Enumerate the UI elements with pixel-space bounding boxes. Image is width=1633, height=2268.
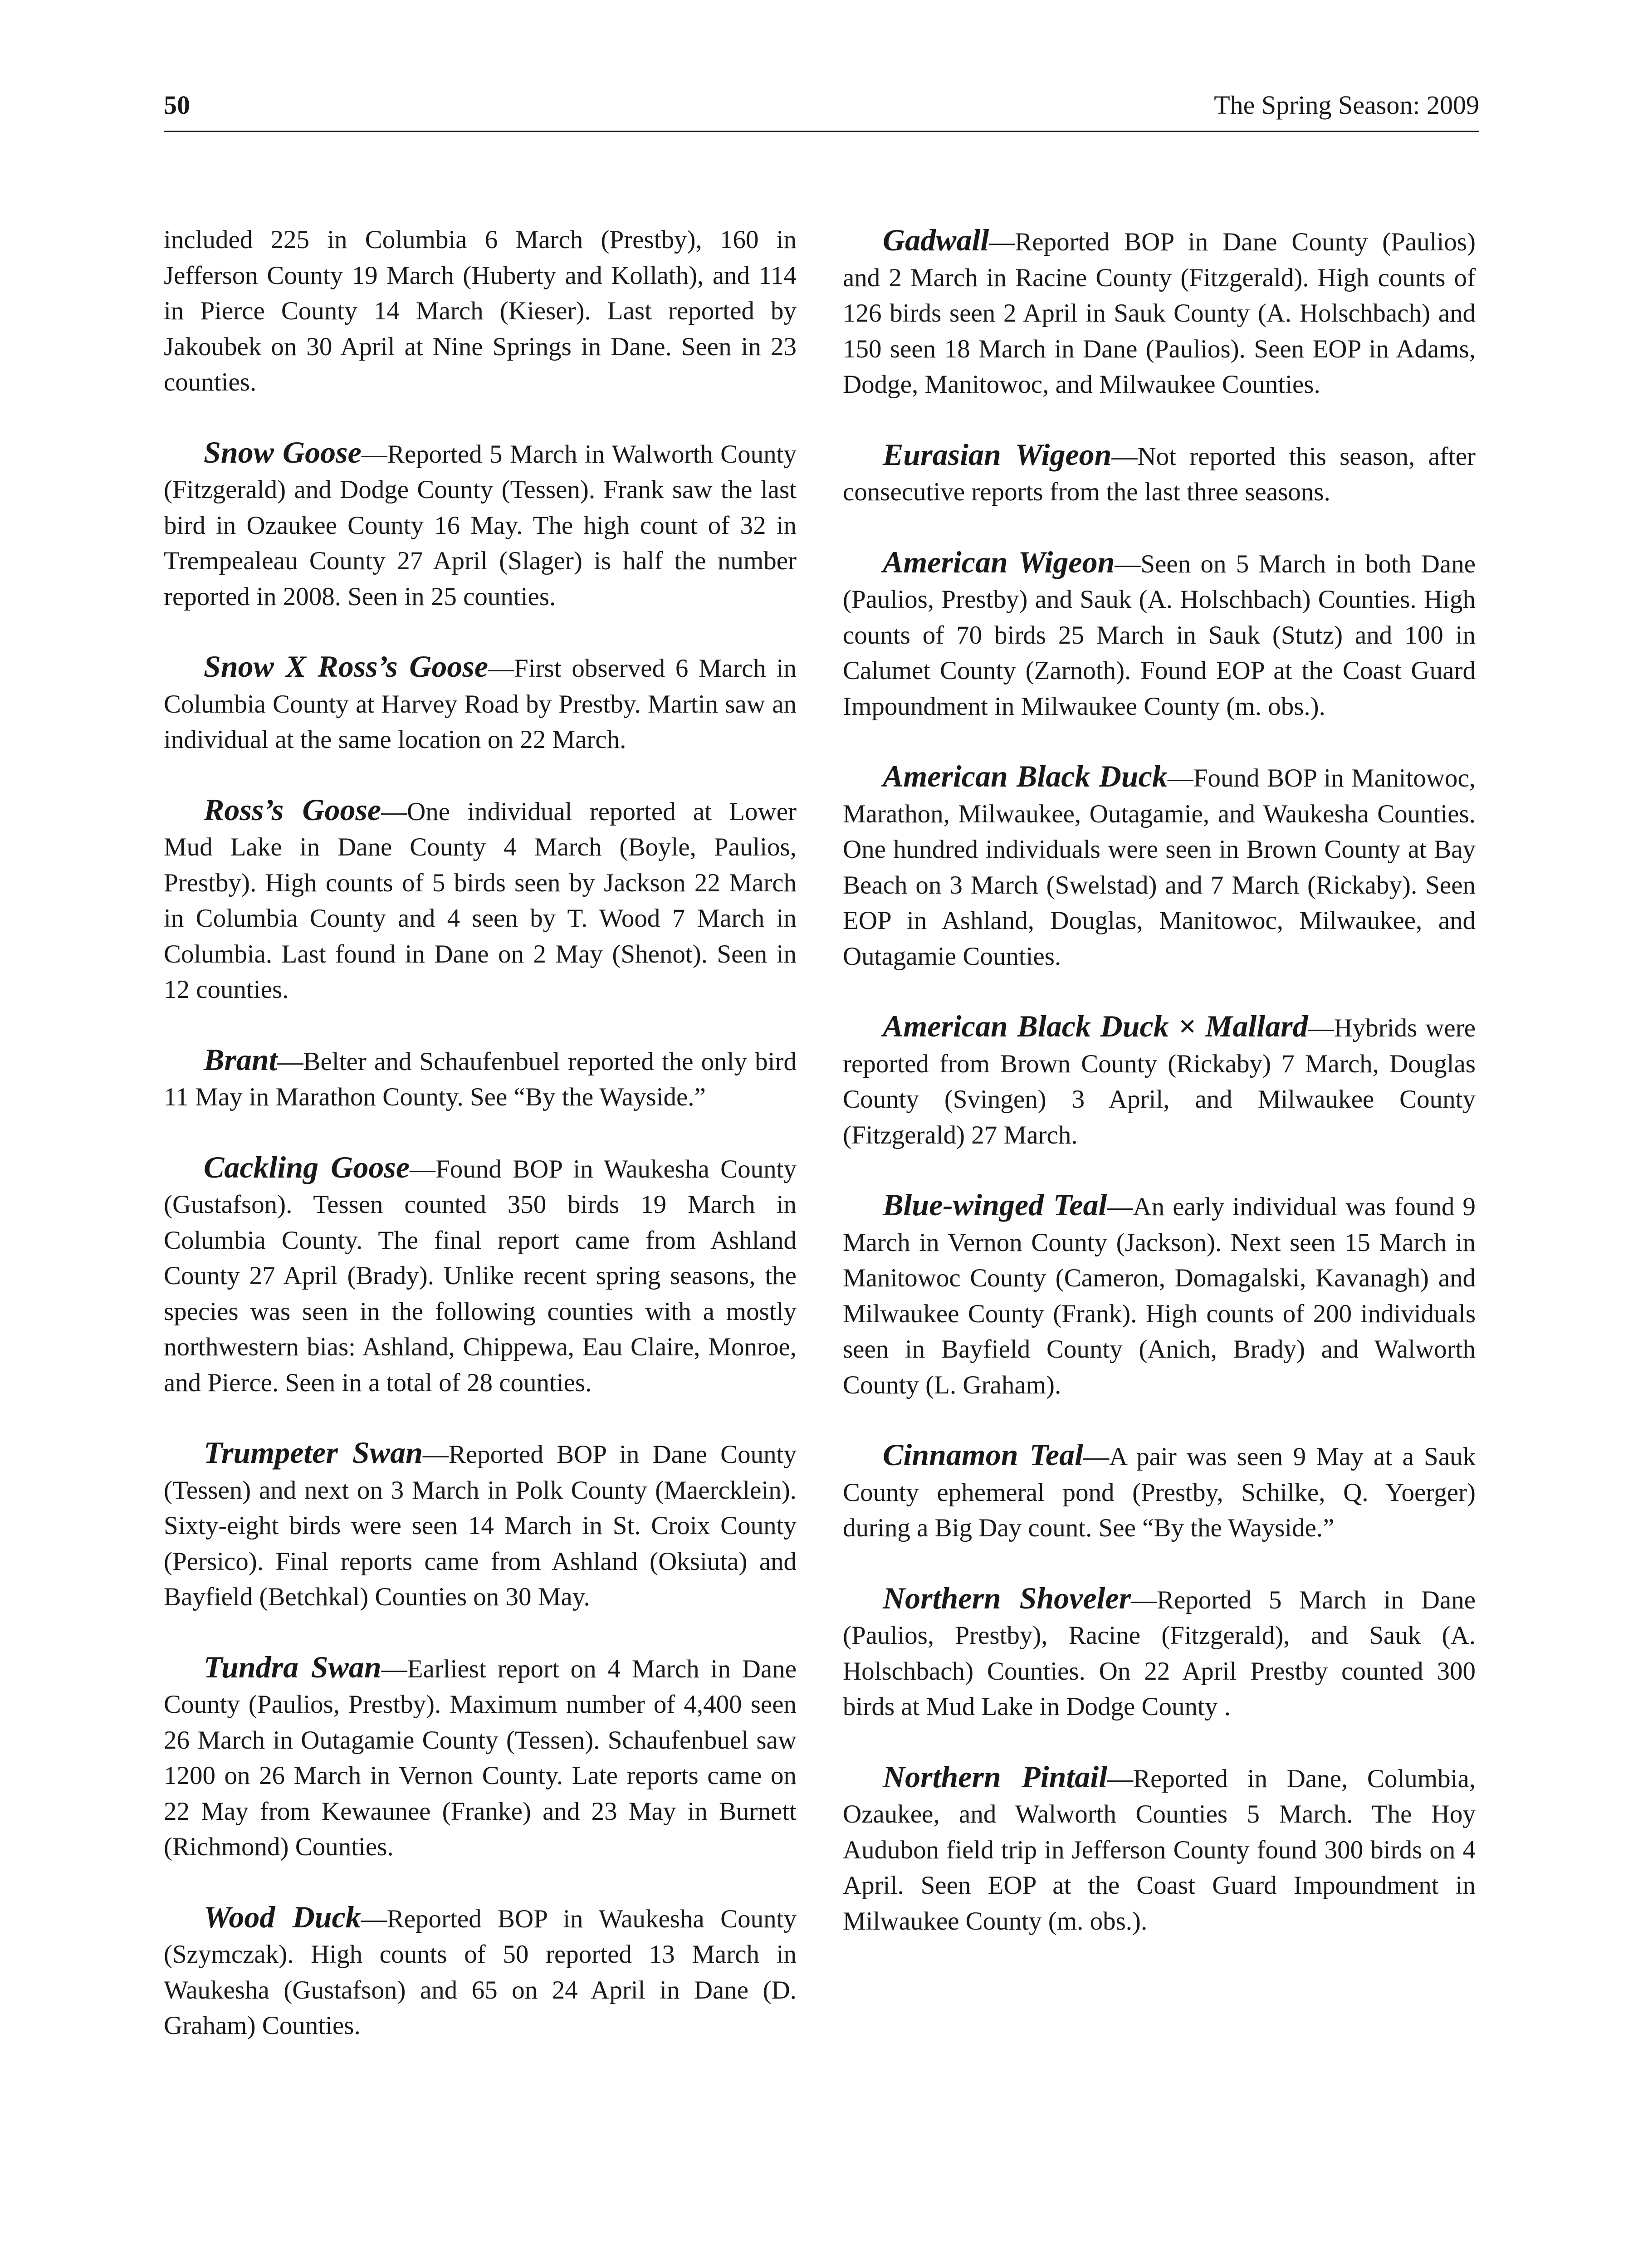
- separator: —: [1308, 1014, 1334, 1042]
- separator: —: [361, 1904, 387, 1933]
- separator: —: [361, 440, 387, 469]
- species-name: American Black Duck: [883, 759, 1168, 793]
- separator: —: [1115, 549, 1141, 578]
- species-entry-ross-goose: [164, 792, 797, 1008]
- species-text: Reported 5 March in Dane (Paulios, Prestby), Racine (Fitzgerald), and Sauk (A. Holschbach) Counties. On 22 April Prestby counted 300 birds at Mud Lake in Dodge County .: [843, 1585, 1476, 1721]
- species-text: Reported BOP in Dane County (Tessen) and next on 3 March in Polk County (Maercklein). Sixty-eight birds were seen 14 March in St. Croix County (Persico). Final reports came from Ashland (Oksiuta) and Bayfield (Betchkal) Counties on 30 May.: [164, 1440, 797, 1611]
- page-header: [164, 90, 1479, 132]
- species-text: Found BOP in Manitowoc, Marathon, Milwaukee, Outagamie, and Waukesha Counties. One hundred individuals were seen in Brown County at Bay Beach on 3 March (Swelstad) and 7 March (Rickaby). Seen EOP in Ashland, Douglas, Manitowoc, Milwaukee, and Outagamie Counties.: [843, 764, 1476, 971]
- species-entry-tundra-swan: [164, 1649, 797, 1865]
- continued-paragraph: included 225 in Columbia 6 March (Prestby), 160 in Jefferson County 19 March (Huberty and Kollath), and 114 in Pierce County 14 March (Kieser). Last reported by Jakoubek on 30 April at Nine Springs in Dane. Seen in 23 counties.: [164, 225, 797, 396]
- species-text: First observed 6 March in Columbia County at Harvey Road by Prestby. Martin saw an individual at the same location on 22 March.: [164, 654, 797, 754]
- species-text: Found BOP in Waukesha County (Gustafson). Tessen counted 350 birds 19 March in Columbia County. The final report came from Ashland County 27 April (Brady). Unlike recent spring seasons, the species was seen in the following counties with a mostly northwestern bias: Ashland, Chippewa, Eau Claire, Monroe, and Pierce. Seen in a total of 28 counties.: [164, 1154, 797, 1397]
- species-name: Eurasian Wigeon: [883, 437, 1112, 472]
- species-entry-american-black-duck: [843, 758, 1476, 974]
- species-text: Reported 5 March in Walworth County (Fitzgerald) and Dodge County (Tessen). Frank saw the last bird in Ozaukee County 16 May. The high count of 32 in Trempealeau County 27 April (Slager) is half the number reported in 2008. Seen in 25 counties.: [164, 440, 797, 611]
- species-entry-wood-duck: [164, 1899, 797, 2044]
- species-name: American Black Duck × Mallard: [883, 1009, 1308, 1043]
- species-entry-northern-pintail: [843, 1759, 1476, 1940]
- species-name: Blue-winged Teal: [883, 1188, 1107, 1222]
- species-entry-american-wigeon: [843, 544, 1476, 725]
- separator: —: [1107, 1193, 1133, 1221]
- separator: —: [277, 1047, 303, 1076]
- species-name: Snow Goose: [204, 435, 362, 469]
- species-name: Cinnamon Teal: [883, 1437, 1083, 1472]
- separator: —: [488, 654, 514, 683]
- separator: —: [1107, 1764, 1134, 1793]
- species-entry-gadwall: [843, 222, 1476, 403]
- species-text: One individual reported at Lower Mud Lake in Dane County 4 March (Boyle, Paulios, Prestby). High counts of 5 birds seen by Jackson 22 March in Columbia County and 4 seen by T. Wood 7 March in Columbia. Last found in Dane on 2 May (Shenot). Seen in 12 counties.: [164, 797, 797, 1004]
- separator: —: [1111, 442, 1138, 471]
- species-name: Trumpeter Swan: [204, 1435, 423, 1470]
- page-number: 50: [164, 90, 190, 120]
- species-text: Hybrids were reported from Brown County (Rickaby) 7 March, Douglas County (Svingen) 3 April, and Milwaukee County (Fitzgerald) 27 March.: [843, 1014, 1476, 1149]
- separator: —: [1083, 1442, 1109, 1471]
- species-name: Ross’s Goose: [204, 792, 381, 827]
- species-text: Reported BOP in Dane County (Paulios) and 2 March in Racine County (Fitzgerald). High counts of 126 birds seen 2 April in Sauk County (A. Holschbach) and 150 seen 18 March in Dane (Paulios). Seen EOP in Adams, Dodge, Manitowoc, and Milwaukee Counties.: [843, 228, 1476, 399]
- species-entry-cinnamon-teal: [843, 1437, 1476, 1546]
- species-entry-northern-shoveler: [843, 1580, 1476, 1725]
- species-name: Tundra Swan: [204, 1649, 381, 1684]
- separator: —: [989, 228, 1015, 256]
- species-text: Not reported this season, after consecutive reports from the last three seasons.: [843, 442, 1476, 506]
- separator: —: [381, 797, 407, 826]
- species-entry-brant: [164, 1042, 797, 1115]
- species-name: Gadwall: [883, 223, 989, 257]
- species-text: Reported in Dane, Columbia, Ozaukee, and Walworth Counties 5 March. The Hoy Audubon field trip in Jefferson County found 300 birds on 4 April. Seen EOP at the Coast Guard Impoundment in Milwaukee County (m. obs.).: [843, 1764, 1476, 1936]
- species-text: Reported BOP in Waukesha County (Szymczak). High counts of 50 reported 13 March in Waukesha (Gustafson) and 65 on 24 April in Dane (D. Graham) Counties.: [164, 1904, 797, 2040]
- species-name: Northern Pintail: [883, 1759, 1108, 1794]
- species-entry-snow-x-ross-goose: [164, 649, 797, 758]
- species-entry-eurasian-wigeon: [843, 437, 1476, 510]
- species-name: Wood Duck: [204, 1899, 361, 1934]
- species-text: Belter and Schaufenbuel reported the only bird 11 May in Marathon County. See “By the Wayside.”: [164, 1047, 797, 1111]
- left-column: [164, 222, 797, 2078]
- separator: —: [410, 1154, 436, 1183]
- species-entry-blue-winged-teal: [843, 1187, 1476, 1403]
- separator: —: [381, 1654, 407, 1683]
- species-text: Earliest report on 4 March in Dane County (Paulios, Prestby). Maximum number of 4,400 seen 26 March in Outagamie County (Tessen). Schaufenbuel saw 1200 on 26 March in Vernon County. Late reports came on 22 May from Kewaunee (Franke) and 23 May in Burnett (Richmond) Counties.: [164, 1654, 797, 1861]
- separator: —: [1167, 764, 1193, 792]
- running-head: The Spring Season: 2009: [1214, 90, 1479, 120]
- separator: —: [422, 1440, 449, 1469]
- separator: —: [1131, 1585, 1157, 1614]
- species-entry-trumpeter-swan: [164, 1435, 797, 1615]
- species-text: Seen on 5 March in both Dane (Paulios, Prestby) and Sauk (A. Holschbach) Counties. High counts of 70 birds 25 March in Sauk (Stutz) and 100 in Calumet County (Zarnoth). Found EOP at the Coast Guard Impoundment in Milwaukee County (m. obs.).: [843, 549, 1476, 721]
- species-name: Snow X Ross’s Goose: [204, 649, 489, 684]
- species-entry-cackling-goose: [164, 1149, 797, 1401]
- species-name: Northern Shoveler: [883, 1580, 1131, 1615]
- species-text: A pair was seen 9 May at a Sauk County ephemeral pond (Prestby, Schilke, Q. Yoerger) during a Big Day count. See “By the Wayside.”: [843, 1442, 1476, 1542]
- species-entry-snow-goose: [164, 435, 797, 615]
- right-column: [843, 222, 1476, 1973]
- species-entry-black-duck-x-mallard: [843, 1008, 1476, 1153]
- species-name: Cackling Goose: [204, 1149, 410, 1184]
- species-name: Brant: [204, 1042, 278, 1077]
- species-text: An early individual was found 9 March in Vernon County (Jackson). Next seen 15 March in Manitowoc County (Cameron, Domagalski, Kavanagh) and Milwaukee County (Frank). High counts of 200 individuals seen in Bayfield County (Anich, Brady) and Walworth County (L. Graham).: [843, 1193, 1476, 1399]
- species-name: American Wigeon: [883, 544, 1115, 579]
